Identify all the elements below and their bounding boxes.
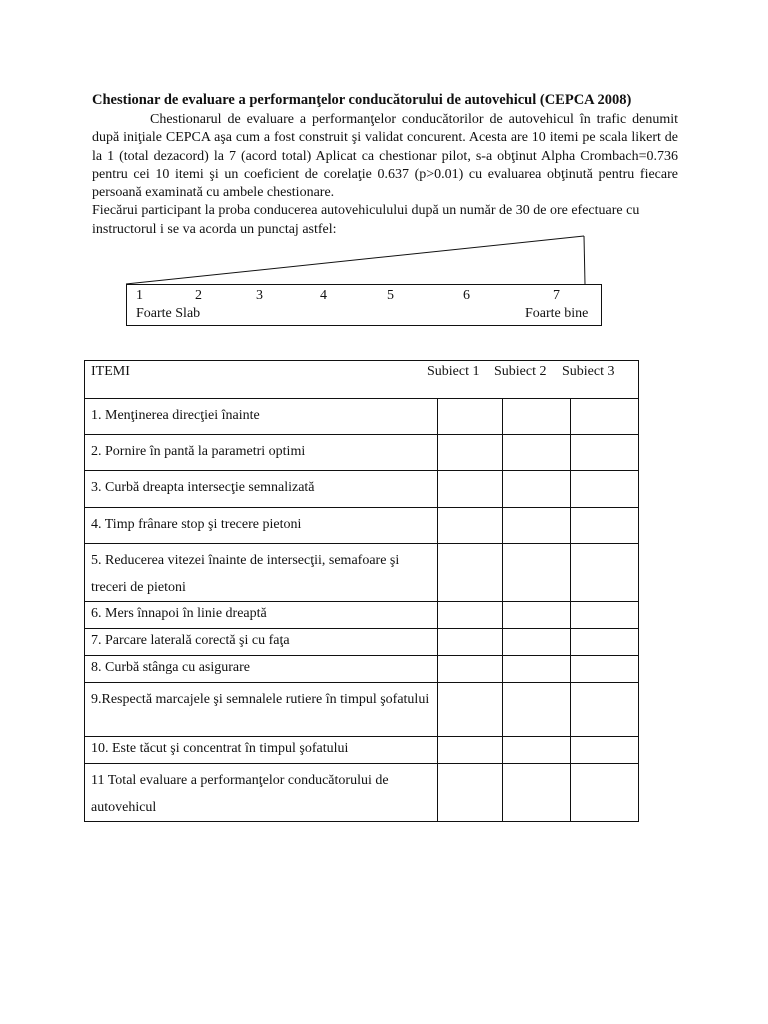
table-row <box>85 683 639 737</box>
score-cell-subject-3[interactable] <box>571 602 639 629</box>
subject-3-header: Subiect 3 <box>562 364 615 379</box>
scale-low-label: Foarte Slab <box>136 306 201 321</box>
score-cell-subject-1[interactable] <box>438 629 503 656</box>
scale-number-3: 3 <box>256 288 263 303</box>
score-cell-subject-2[interactable] <box>503 629 571 656</box>
score-cell-subject-3[interactable] <box>571 683 639 737</box>
score-cell-subject-1[interactable] <box>438 602 503 629</box>
likert-scale <box>126 284 602 326</box>
score-cell-subject-1[interactable] <box>438 656 503 683</box>
table-row <box>85 399 639 435</box>
scale-wedge-right-line <box>584 236 585 284</box>
item-label: 6. Mers înnapoi în linie dreaptă <box>85 602 438 629</box>
document-title: Chestionar de evaluare a performanţelor conducătorului de autovehicul (CEPCA 2008) <box>92 92 632 108</box>
score-cell-subject-1[interactable] <box>438 399 503 435</box>
score-cell-subject-1[interactable] <box>438 737 503 764</box>
score-cell-subject-1[interactable] <box>438 471 503 508</box>
score-cell-subject-3[interactable] <box>571 399 639 435</box>
scale-number-7: 7 <box>553 288 560 303</box>
item-label: 8. Curbă stânga cu asigurare <box>85 656 438 683</box>
score-cell-subject-1[interactable] <box>438 435 503 471</box>
item-label: 10. Este tăcut şi concentrat în timpul şofatului <box>85 737 438 764</box>
item-label: 11 Total evaluare a performanţelor conducătorului de autovehicul <box>85 764 438 822</box>
table-row <box>85 435 639 471</box>
score-cell-subject-3[interactable] <box>571 629 639 656</box>
table-row <box>85 629 639 656</box>
score-cell-subject-3[interactable] <box>571 471 639 508</box>
scale-number-6: 6 <box>463 288 470 303</box>
score-cell-subject-1[interactable] <box>438 683 503 737</box>
table-row <box>85 602 639 629</box>
score-cell-subject-3[interactable] <box>571 508 639 544</box>
score-cell-subject-3[interactable] <box>571 764 639 822</box>
item-label: 5. Reducerea vitezei înainte de intersecţii, semafoare şi treceri de pietoni <box>85 544 438 602</box>
scale-high-label: Foarte bine <box>525 306 589 321</box>
subject-2-header: Subiect 2 <box>494 364 547 379</box>
score-cell-subject-2[interactable] <box>503 764 571 822</box>
item-label: 4. Timp frânare stop şi trecere pietoni <box>85 508 438 544</box>
scale-number-1: 1 <box>136 288 143 303</box>
table-row <box>85 737 639 764</box>
intro-paragraph: Chestionarul de evaluare a performanţelor conducătorilor de autovehicul în trafic denumit după iniţiale CEPCA aşa cum a fost construit şi validat concurent. Acesta are 10 itemi pe scala likert de la 1 (total dezacord) la 7 (acord total) Aplicat ca chestionar pilot, s-a obţinut Alpha Crombach=0.736 pentru cei 10 itemi şi un coeficient de corelaţie 0.637 (p>0.01) cu evaluarea obţinută pentru fiecare persoană examinată cu ambele chestionare. <box>92 112 678 201</box>
table-row <box>85 764 639 822</box>
scale-wedge-graphic <box>0 0 768 300</box>
item-label: 3. Curbă dreapta intersecţie semnalizată <box>85 471 438 508</box>
score-cell-subject-2[interactable] <box>503 399 571 435</box>
score-cell-subject-3[interactable] <box>571 435 639 471</box>
table-row <box>85 508 639 544</box>
score-cell-subject-1[interactable] <box>438 508 503 544</box>
evaluation-table <box>84 360 639 822</box>
table-header-cell <box>85 361 639 399</box>
score-cell-subject-2[interactable] <box>503 602 571 629</box>
score-cell-subject-2[interactable] <box>503 471 571 508</box>
scoring-paragraph: Fiecărui participant la proba conducerea autovehiculului după un număr de 30 de ore efectuare cu instructorul i se va acorda un punctaj astfel: <box>92 203 640 237</box>
score-cell-subject-3[interactable] <box>571 656 639 683</box>
item-label: 9.Respectă marcajele şi semnalele rutiere în timpul şofatului <box>85 683 438 737</box>
score-cell-subject-2[interactable] <box>503 683 571 737</box>
score-cell-subject-2[interactable] <box>503 656 571 683</box>
items-header: ITEMI <box>91 364 130 379</box>
subject-1-header: Subiect 1 <box>427 364 480 379</box>
score-cell-subject-2[interactable] <box>503 508 571 544</box>
scale-number-4: 4 <box>320 288 327 303</box>
table-row <box>85 656 639 683</box>
scale-number-2: 2 <box>195 288 202 303</box>
scale-wedge-top-line <box>126 236 584 284</box>
table-row <box>85 471 639 508</box>
item-label: 7. Parcare laterală corectă şi cu faţa <box>85 629 438 656</box>
score-cell-subject-3[interactable] <box>571 737 639 764</box>
scale-number-5: 5 <box>387 288 394 303</box>
item-label: 1. Menţinerea direcţiei înainte <box>85 399 438 435</box>
score-cell-subject-2[interactable] <box>503 737 571 764</box>
score-cell-subject-2[interactable] <box>503 435 571 471</box>
score-cell-subject-1[interactable] <box>438 544 503 602</box>
score-cell-subject-2[interactable] <box>503 544 571 602</box>
table-row <box>85 544 639 602</box>
score-cell-subject-1[interactable] <box>438 764 503 822</box>
score-cell-subject-3[interactable] <box>571 544 639 602</box>
table-header-row <box>85 361 639 399</box>
item-label: 2. Pornire în pantă la parametri optimi <box>85 435 438 471</box>
